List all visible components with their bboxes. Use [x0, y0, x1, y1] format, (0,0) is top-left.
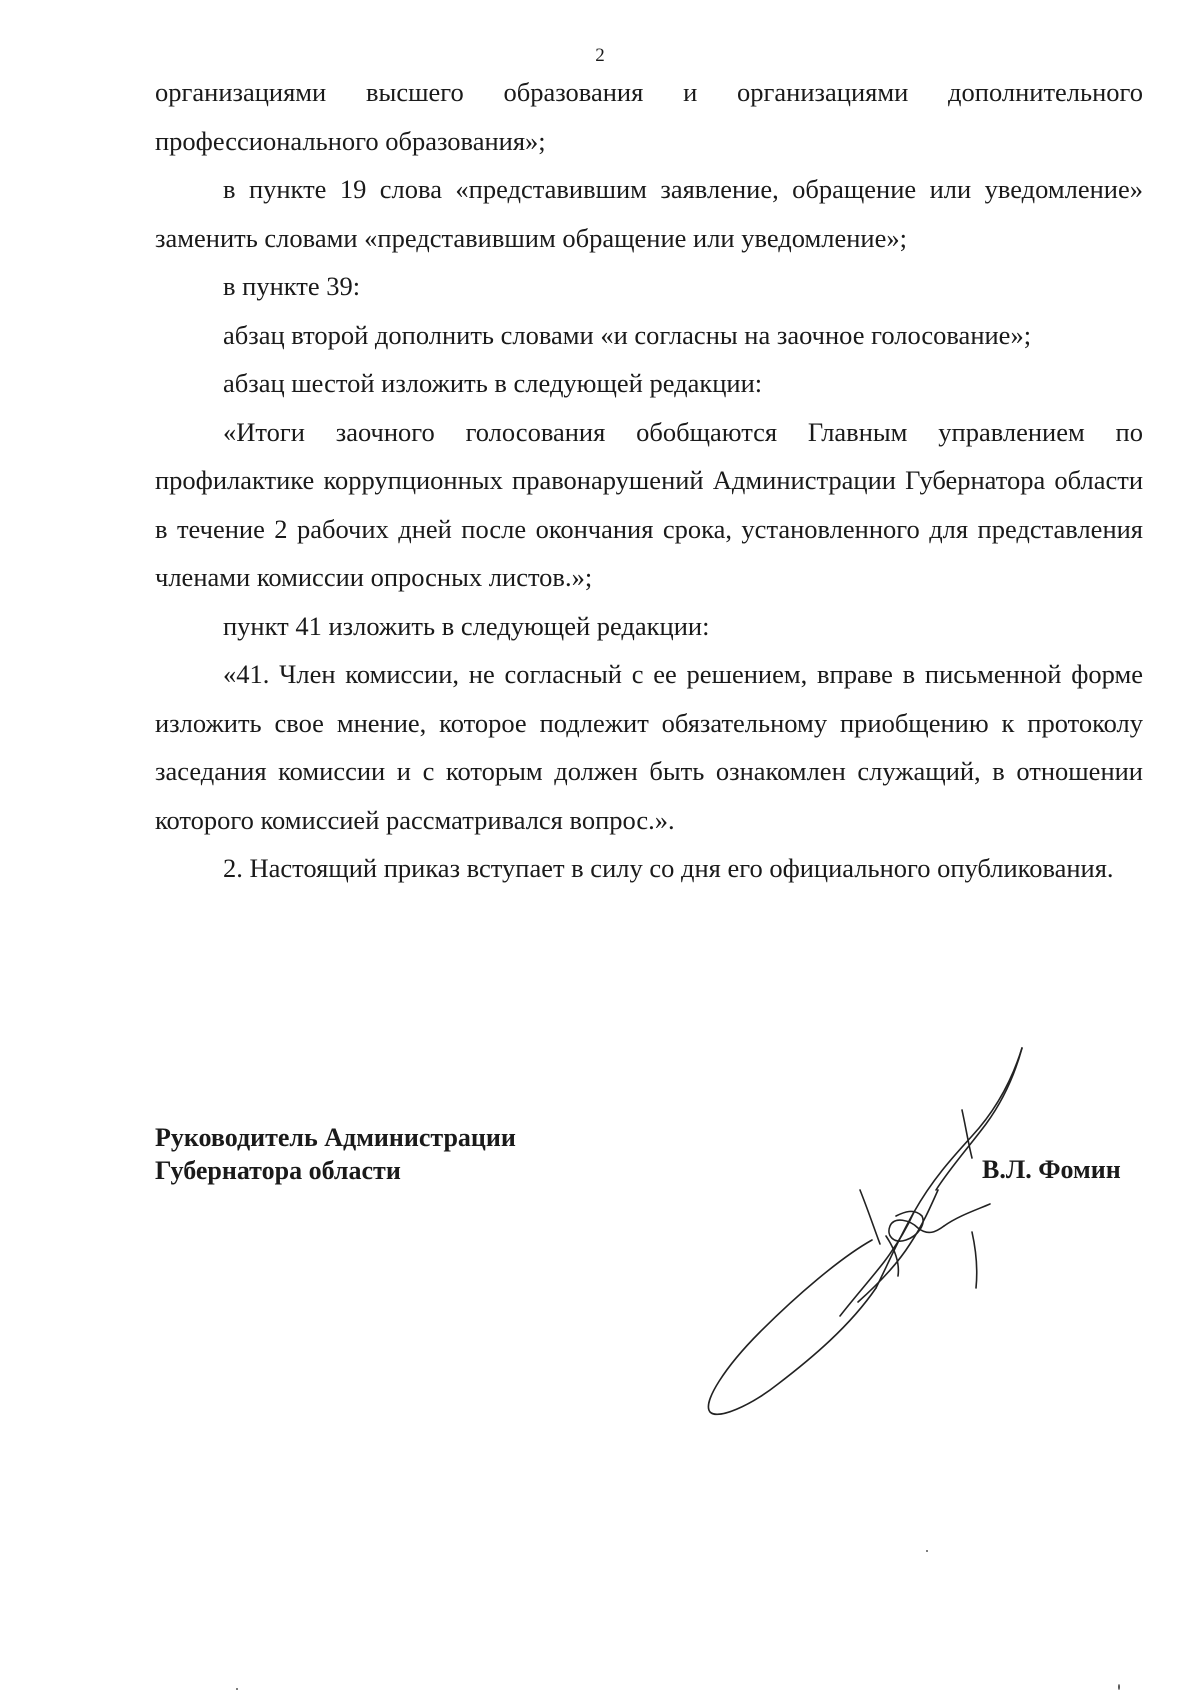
handwritten-signature-icon [700, 1040, 1060, 1440]
paragraph-5: абзац шестой изложить в следующей редакции: [223, 368, 763, 398]
signer-position [155, 1121, 516, 1187]
scan-dot [236, 1688, 238, 1690]
document-body [155, 68, 1143, 893]
paragraph-6: «Итоги заочного голосования обобщаются Главным управлением по профилактике коррупционных правонарушений Администрации Губернатора области в течение 2 рабочих дней после окончания срока, установленного для представления членами комиссии опросных листов.»; [155, 416, 1143, 592]
scan-dot [926, 1550, 928, 1552]
scan-dot [1118, 1684, 1120, 1690]
paragraph-1: организациями высшего образования и организациями дополнительного профессионального образования»; [155, 77, 1143, 156]
paragraph-9: 2. Настоящий приказ вступает в силу со дня его официального опубликования. [223, 853, 1114, 883]
paragraph-8: «41. Член комиссии, не согласный с ее решением, вправе в письменной форме изложить свое мнение, которое подлежит обязательному приобщению к протоколу заседания комиссии и с которым должен быть ознакомлен служащий, в отношении которого комиссией рассматривался вопрос.». [155, 659, 1143, 835]
paragraph-2: в пункте 19 слова «представившим заявление, обращение или уведомление» заменить словами «представившим обращение или уведомление»; [155, 174, 1143, 253]
signer-name: В.Л. Фомин [982, 1155, 1121, 1184]
signer-position-line-2: Губернатора области [155, 1156, 401, 1185]
page-number: 2 [595, 45, 605, 66]
paragraph-3: в пункте 39: [223, 271, 361, 301]
paragraph-7: пункт 41 изложить в следующей редакции: [223, 610, 710, 641]
signer-position-line-1: Руководитель Администрации [155, 1123, 516, 1152]
paragraph-4: абзац второй дополнить словами «и согласны на заочное голосование»; [223, 319, 1032, 350]
